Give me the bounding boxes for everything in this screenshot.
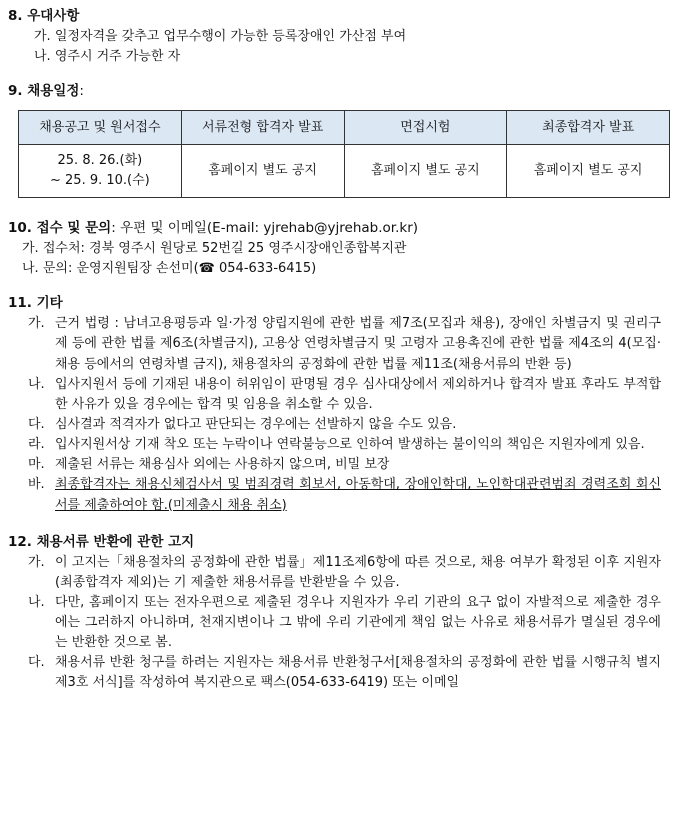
list-item — [8, 455, 667, 475]
section-etc — [8, 293, 667, 515]
section-title-rest: : 우편 및 이메일(E-mail: yjrehab@yjrehab.or.kr) — [111, 220, 419, 237]
table-cell: 홈페이지 별도 공지 — [181, 145, 344, 198]
item-text: 다만, 홈페이지 또는 전자우편으로 제출된 경우나 지원자가 우리 기관의 요구 없이 자발적으로 제출한 경우에는 그러하지 아니하며, 천재지변이나 그 밖에 우리 기관에게 책임 없는 사유로 채용서류가 멸실된 경우에는 반환한 것으로 봄. — [55, 594, 661, 651]
column-header: 서류전형 합격자 발표 — [181, 111, 344, 145]
table-cell: 홈페이지 별도 공지 — [507, 145, 670, 198]
schedule-table — [18, 110, 670, 198]
column-header: 채용공고 및 원서접수 — [19, 111, 182, 145]
section-document-return — [8, 532, 667, 694]
item-marker: 다. — [28, 655, 45, 671]
item-marker: 나. — [28, 376, 45, 392]
date-start: 25. 8. 26.(화) — [57, 152, 143, 168]
item-text: 채용서류 반환 청구를 하려는 지원자는 채용서류 반환청구서[채용절차의 공정화에 관한 법률 시행규칙 별지 제3호 서식]를 작성하여 복지관으로 팩스(054-633-6419) 또는 이메일 — [55, 655, 661, 691]
item-text: 근거 법령 : 남녀고용평등과 일·가정 양립지원에 관한 법률 제7조(모집과 채용), 장애인 차별금지 및 권리구제 등에 관한 법률 제6조(차별금지), 고용상 연령차별금지 및 고령자 고용촉진에 관한 법률 제4조의 4(모집·채용 등에서의 연령차별 금지), 채용절차의 공정화에 관한 법률 제11조(채용서류의 반환 등) — [55, 316, 661, 372]
item-marker: 나. — [28, 594, 45, 610]
list-item — [8, 435, 667, 455]
list-item: 나. 문의: 운영지원팀장 손선미(☎ 054-633-6415) — [22, 261, 317, 277]
list-item — [8, 314, 667, 374]
list-item: 가. 일정자격을 갖추고 업무수행이 가능한 등록장애인 가산점 부여 — [34, 28, 407, 44]
item-marker: 가. — [28, 316, 45, 332]
list-item — [8, 375, 667, 415]
column-header: 최종합격자 발표 — [507, 111, 670, 145]
section-preferences — [8, 6, 667, 67]
item-marker: 바. — [28, 477, 45, 493]
section-contact — [8, 218, 667, 279]
list-item — [8, 475, 667, 515]
table-cell-date — [19, 145, 182, 198]
section-title: 12. 채용서류 반환에 관한 고지 — [8, 533, 195, 550]
section-title-colon: : — [79, 83, 84, 100]
section-title — [8, 218, 667, 239]
item-text-underlined: 최종합격자는 채용신체검사서 및 범죄경력 회보서, 아동학대, 장애인학대, 노인학대관련범죄 경력조회 회신서를 제출하여야 함.(미제출시 채용 취소) — [55, 477, 661, 513]
column-header: 면접시험 — [344, 111, 507, 145]
list-item: 가. 접수처: 경북 영주시 원당로 52번길 25 영주시장애인종합복지관 — [22, 241, 407, 257]
list-item — [8, 553, 667, 593]
item-marker: 다. — [28, 416, 45, 432]
section-title — [8, 81, 667, 102]
table-row — [19, 145, 670, 198]
section-title-bold: 10. 접수 및 문의 — [8, 220, 112, 237]
section-title: 8. 우대사항 — [8, 8, 80, 24]
item-marker: 가. — [28, 554, 45, 570]
table-header-row — [19, 111, 670, 145]
item-marker: 마. — [28, 457, 45, 473]
item-text: 제출된 서류는 채용심사 외에는 사용하지 않으며, 비밀 보장 — [55, 457, 390, 473]
list-item — [8, 593, 667, 653]
list-item — [8, 653, 667, 693]
item-text: 입사지원서상 기재 착오 또는 누락이나 연락불능으로 인하여 발생하는 불이익의 책임은 지원자에게 있음. — [55, 437, 645, 453]
section-schedule — [8, 81, 667, 198]
list-item: 나. 영주시 거주 가능한 자 — [34, 49, 181, 65]
item-text: 심사결과 적격자가 없다고 판단되는 경우에는 선발하지 않을 수도 있음. — [55, 416, 457, 432]
date-end: ~ 25. 9. 10.(수) — [50, 173, 150, 189]
item-text: 이 고지는「채용절차의 공정화에 관한 법률」제11조제6항에 따른 것으로, 채용 여부가 확정된 이후 지원자(최종합격자 제외)는 기 제출한 채용서류를 반환받을 수 있음. — [55, 554, 661, 590]
section-title: 11. 기타 — [8, 295, 63, 312]
section-title-bold: 9. 채용일정 — [8, 83, 80, 100]
table-cell: 홈페이지 별도 공지 — [344, 145, 507, 198]
item-text: 입사지원서 등에 기재된 내용이 허위임이 판명될 경우 심사대상에서 제외하거나 합격자 발표 후라도 부적합한 사유가 있을 경우에는 합격 및 임용을 취소할 수 있음. — [55, 376, 661, 412]
list-item — [8, 415, 667, 435]
item-marker: 라. — [28, 437, 45, 453]
